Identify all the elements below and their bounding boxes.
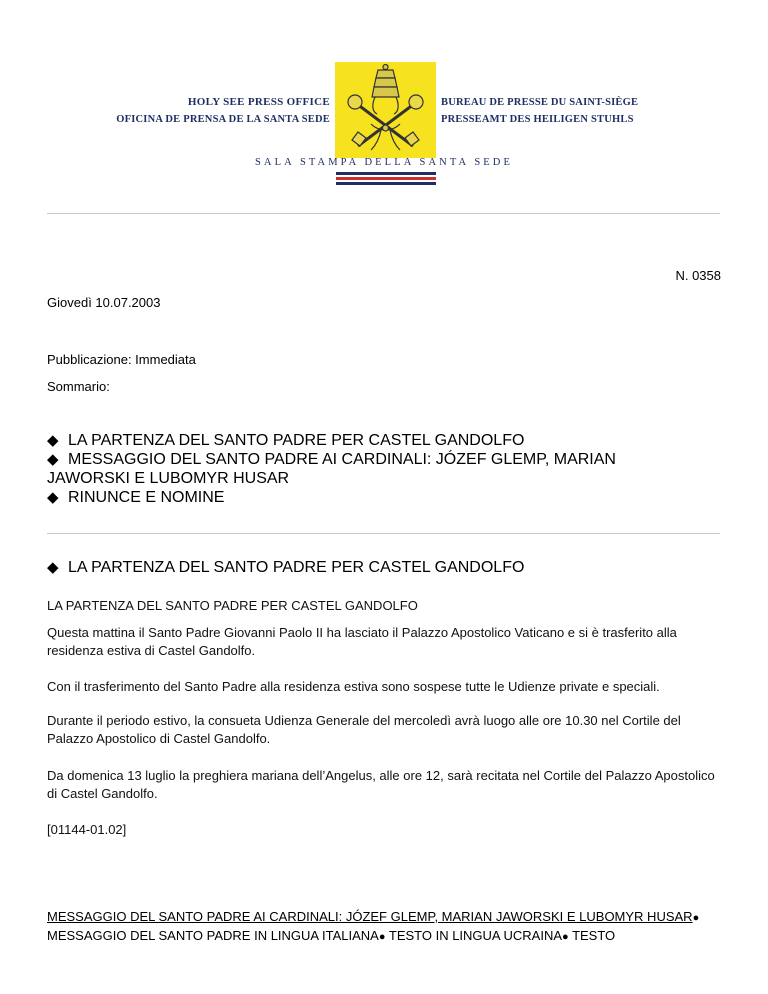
summary-item-label: RINUNCE E NOMINE: [68, 489, 225, 506]
diamond-bullet-icon: ◆: [47, 451, 59, 468]
divider: [47, 533, 720, 534]
letterhead-right: [441, 94, 638, 128]
letterhead-holy-see: HOLY SEE PRESS OFFICE: [187, 96, 330, 108]
bullet-dot-icon: ●: [692, 912, 700, 924]
letterhead-left: [116, 94, 330, 128]
papal-emblem-logo: [335, 62, 436, 158]
summary-item-label-cont: JAWORSKI E LUBOMYR HUSAR: [47, 470, 290, 487]
reference-code: [01144-01.02]: [47, 822, 127, 837]
divider: [47, 213, 720, 214]
summary-item-partenza[interactable]: [47, 431, 727, 450]
publication-status: Pubblicazione: Immediata: [47, 352, 196, 367]
letterhead-presseamt: PRESSEAMT DES HEILIGEN STUHLS: [441, 114, 634, 125]
paragraph: Con il trasferimento del Santo Padre alla residenza estiva sono sospese tutte le Udienze private e speciali.: [47, 679, 660, 694]
bullet-dot-icon: ●: [378, 931, 386, 943]
letterhead-oficina: OFICINA DE PRENSA DE LA SANTA SEDE: [116, 114, 330, 125]
summary-list: [47, 431, 727, 507]
paragraph: Durante il periodo estivo, la consueta Udienza Generale del mercoledì avrà luogo alle ore 10.30 nel Cortile del Palazzo Apostolico di Castel Gandolfo.: [47, 713, 681, 746]
sublink-testo[interactable]: TESTO: [572, 928, 616, 943]
letterhead-stripes: [336, 172, 436, 185]
bullet-dot-icon: ●: [562, 931, 569, 943]
diamond-bullet-icon: ◆: [47, 489, 59, 506]
section-subtitle: LA PARTENZA DEL SANTO PADRE PER CASTEL GANDOLFO: [47, 598, 418, 613]
letterhead-sala-stampa: SALA STAMPA DELLA SANTA SEDE: [254, 157, 513, 168]
letterhead-bureau: BUREAU DE PRESSE DU SAINT-SIÈGE: [441, 97, 639, 108]
summary-item-label: LA PARTENZA DEL SANTO PADRE PER CASTEL GANDOLFO: [68, 432, 525, 449]
stripe-blue: [336, 182, 436, 185]
summary-label: Sommario:: [47, 379, 110, 394]
sublink-ucraino[interactable]: TESTO IN LINGUA UCRAINA: [388, 928, 563, 943]
messaggio-link[interactable]: MESSAGGIO DEL SANTO PADRE AI CARDINALI: JÓZEF GLEMP, MARIAN JAWORSKI E LUBOMYR HUSAR: [47, 909, 693, 924]
summary-item-messaggio[interactable]: [47, 450, 727, 488]
section-title-partenza: [47, 558, 524, 577]
diamond-bullet-icon: ◆: [47, 432, 59, 449]
paragraph: Da domenica 13 luglio la preghiera mariana dell’Angelus, alle ore 12, sarà recitata nel Cortile del Palazzo Apostolico di Castel Gandolfo.: [47, 768, 715, 801]
bulletin-number: N. 0358: [675, 268, 721, 283]
section-messaggio: [47, 908, 727, 946]
paragraph: Questa mattina il Santo Padre Giovanni Paolo II ha lasciato il Palazzo Apostolico Vaticano e si è trasferito alla residenza estiva di Castel Gandolfo.: [47, 625, 677, 658]
summary-item-label: MESSAGGIO DEL SANTO PADRE AI CARDINALI: JÓZEF GLEMP, MARIAN: [68, 451, 616, 468]
bulletin-date: Giovedì 10.07.2003: [47, 295, 161, 310]
diamond-bullet-icon: ◆: [47, 559, 59, 576]
summary-item-rinunce[interactable]: [47, 488, 727, 507]
sublink-italiano[interactable]: MESSAGGIO DEL SANTO PADRE IN LINGUA ITALIANA: [47, 928, 379, 943]
section-title-text: LA PARTENZA DEL SANTO PADRE PER CASTEL GANDOLFO: [68, 559, 525, 576]
